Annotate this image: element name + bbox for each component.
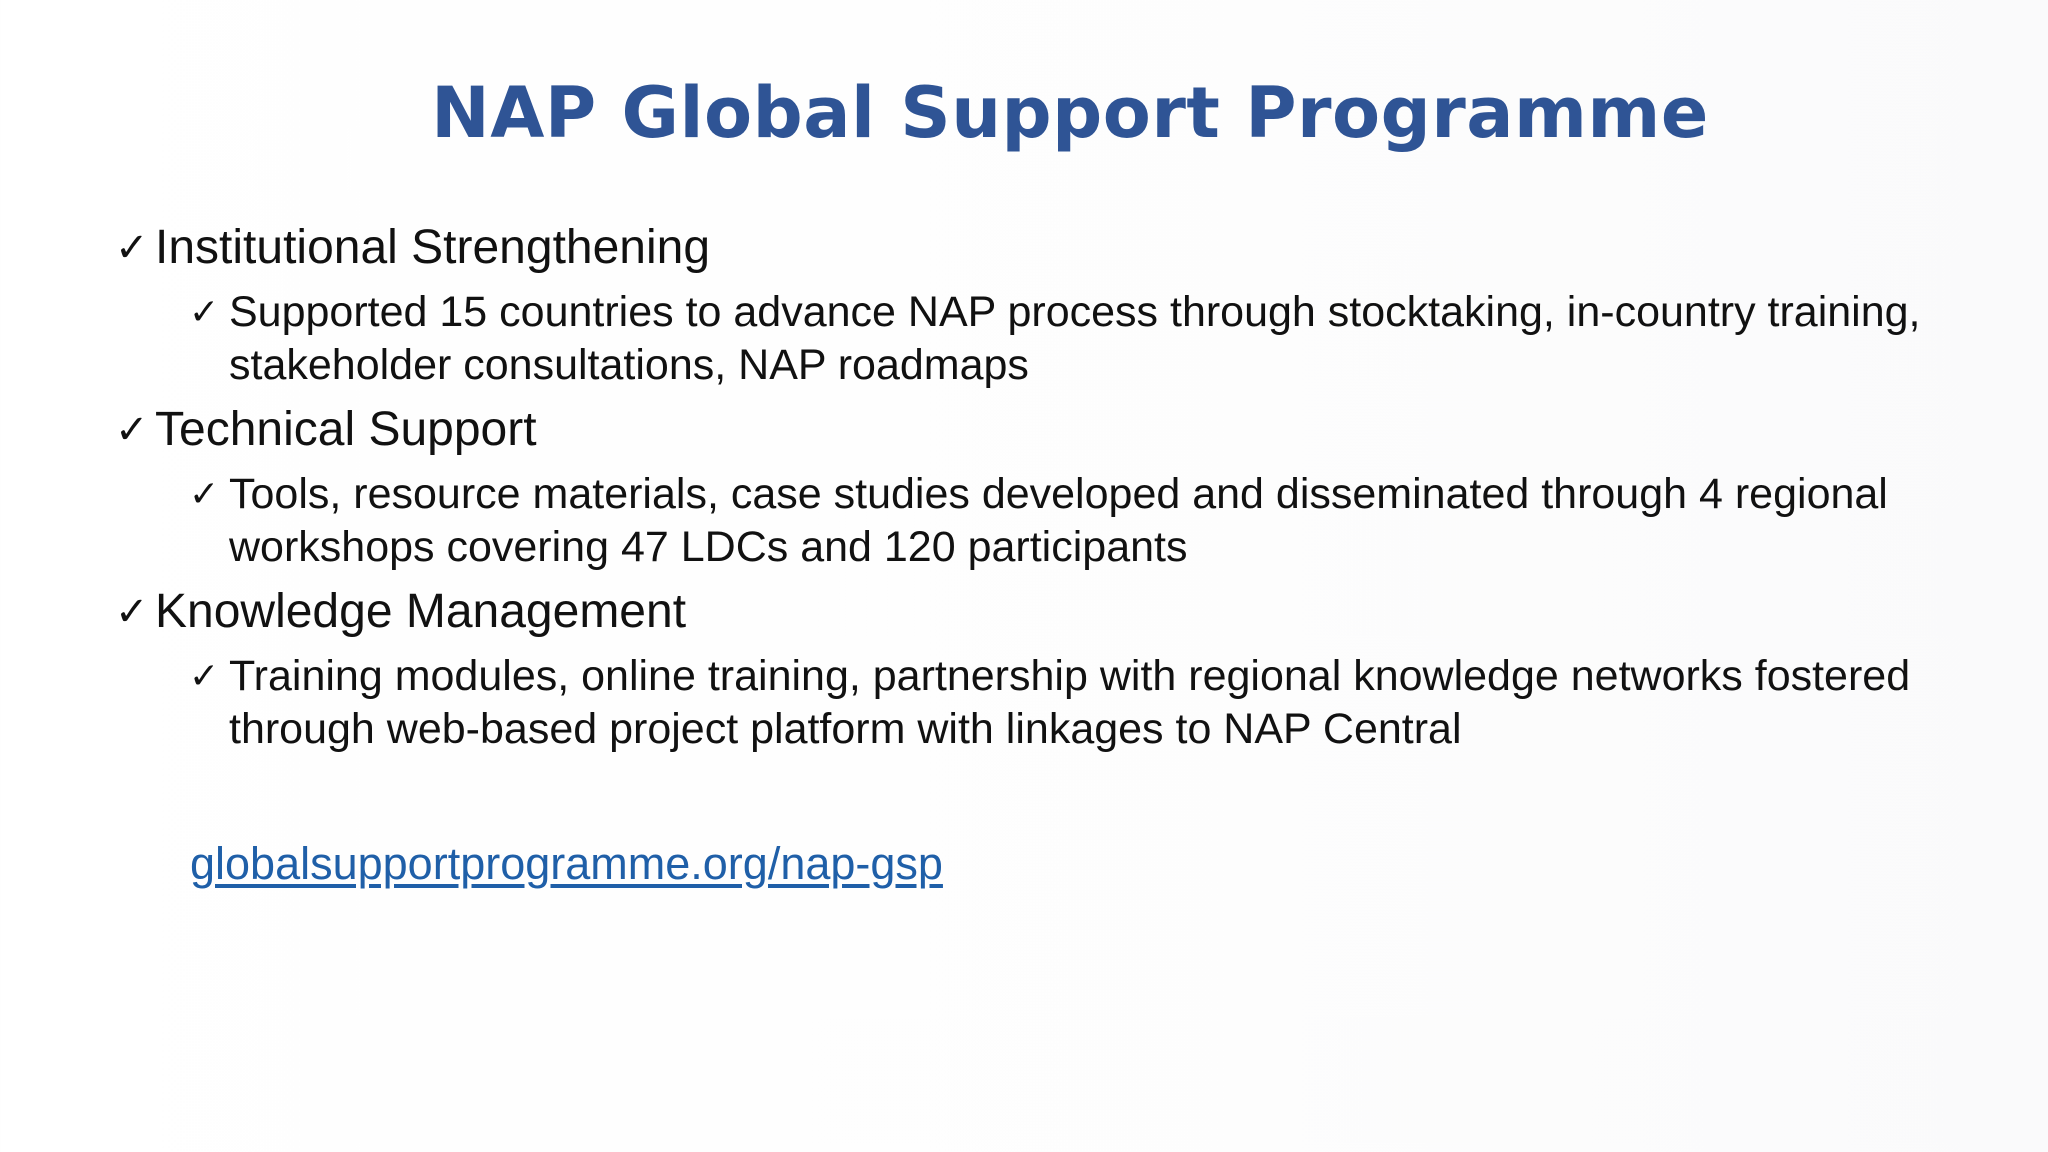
bullet-heading: Technical Support [155, 403, 537, 456]
bullet-technical-support [115, 402, 2025, 458]
checkmark-icon: ✓ [115, 589, 149, 635]
website-link[interactable]: globalsupportprogramme.org/nap-gsp [190, 838, 943, 889]
sub-bullet-knowledge-management [189, 650, 2039, 756]
sub-bullet-institutional-strengthening [189, 286, 2039, 392]
checkmark-icon: ✓ [189, 656, 220, 697]
checkmark-icon: ✓ [189, 474, 220, 515]
sub-bullet-technical-support [189, 468, 2039, 574]
checkmark-icon: ✓ [189, 292, 220, 333]
bullet-list [115, 220, 2025, 766]
bullet-heading: Knowledge Management [155, 585, 687, 638]
sub-bullet-text: Training modules, online training, partnership with regional knowledge networks fostered through web-based project platform with linkages to NAP Central [229, 652, 1911, 753]
sub-bullet-text: Supported 15 countries to advance NAP process through stocktaking, in-country training, stakeholder consultations, NAP roadmaps [229, 288, 1921, 389]
checkmark-icon: ✓ [115, 225, 149, 271]
bullet-institutional-strengthening [115, 220, 2025, 276]
sub-bullet-text: Tools, resource materials, case studies developed and disseminated through 4 regional workshops covering 47 LDCs and 120 participants [229, 470, 1888, 571]
bullet-heading: Institutional Strengthening [155, 221, 711, 274]
slide-title: NAP Global Support Programme [431, 72, 1709, 154]
checkmark-icon: ✓ [115, 407, 149, 453]
bullet-knowledge-management [115, 584, 2025, 640]
